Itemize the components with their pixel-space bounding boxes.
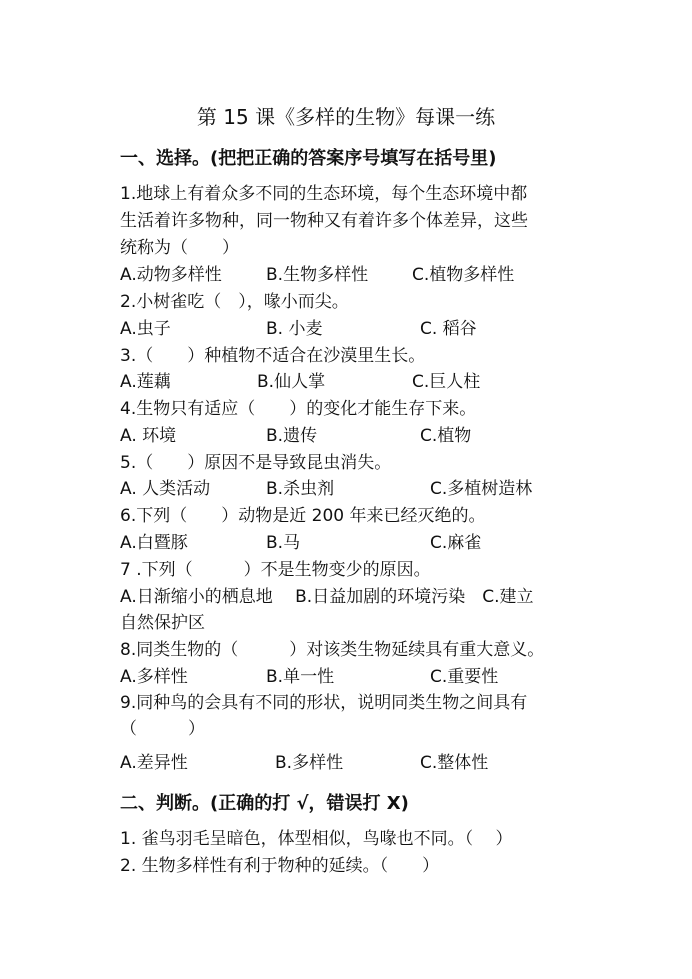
q6-option-c: C.麻雀 (430, 533, 482, 553)
q7-options: A.日渐缩小的栖息地 B.日益加剧的环境污染 C.建立 (120, 587, 534, 607)
q4-option-a: A. 环境 (120, 426, 177, 446)
q4-option-c: C.植物 (420, 426, 472, 446)
q3-option-a: A.莲藕 (120, 372, 171, 392)
q8-option-c: C.重要性 (430, 667, 499, 687)
q2-option-b: B. 小麦 (266, 319, 323, 339)
q4-text: 4.生物只有适应（ ）的变化才能生存下来。 (120, 399, 477, 419)
section-1-heading: 一、选择。(把把正确的答案序号填写在括号里) (120, 148, 497, 169)
q9-option-b: B.多样性 (275, 753, 344, 773)
q8-option-b: B.单一性 (266, 667, 335, 687)
q3-option-c: C.巨人柱 (412, 372, 481, 392)
q7-options-continued: 自然保护区 (120, 613, 205, 633)
judgement-item-1: 1. 雀鸟羽毛呈暗色，体型相似，鸟喙也不同。（ ） (120, 829, 513, 849)
q5-text: 5.（ ）原因不是导致昆虫消失。 (120, 453, 392, 473)
q1-option-c: C.植物多样性 (412, 265, 515, 285)
q2-option-c: C. 稻谷 (420, 319, 477, 339)
judgement-item-2: 2. 生物多样性有利于物种的延续。（ ） (120, 856, 440, 876)
q1-line-2: 生活着许多物种，同一物种又有着许多个体差异，这些 (120, 211, 528, 231)
q4-option-b: B.遗传 (266, 426, 318, 446)
q1-line-3: 统称为（ ） (120, 238, 239, 258)
q6-option-b: B.马 (266, 533, 301, 553)
q5-option-c: C.多植树造林 (430, 479, 533, 499)
q1-line-1: 1.地球上有着众多不同的生态环境，每个生态环境中都 (120, 184, 528, 204)
q2-option-a: A.虫子 (120, 319, 171, 339)
q7-text: 7 .下列（ ）不是生物变少的原因。 (120, 560, 431, 580)
q3-text: 3.（ ）种植物不适合在沙漠里生长。 (120, 346, 426, 366)
q1-option-a: A.动物多样性 (120, 265, 222, 285)
q8-text: 8.同类生物的（ ）对该类生物延续具有重大意义。 (120, 640, 545, 660)
q9-option-c: C.整体性 (420, 753, 489, 773)
q5-option-b: B.杀虫剂 (266, 479, 335, 499)
section-2-heading: 二、判断。(正确的打 √，错误打 X) (120, 793, 409, 814)
q9-line-1: 9.同种鸟的会具有不同的形状，说明同类生物之间具有 (120, 693, 528, 713)
q3-option-b: B.仙人掌 (257, 372, 326, 392)
q5-option-a: A. 人类活动 (120, 479, 211, 499)
q6-option-a: A.白暨豚 (120, 533, 188, 553)
q8-option-a: A.多样性 (120, 667, 188, 687)
q1-option-b: B.生物多样性 (266, 265, 369, 285)
q9-line-2: （ ） (120, 719, 205, 739)
q2-text: 2.小树雀吃（ ），喙小而尖。 (120, 292, 349, 312)
page-title: 第 15 课《多样的生物》每课一练 (196, 105, 496, 129)
q9-option-a: A.差异性 (120, 753, 188, 773)
q6-text: 6.下列（ ）动物是近 200 年来已经灭绝的。 (120, 506, 486, 526)
